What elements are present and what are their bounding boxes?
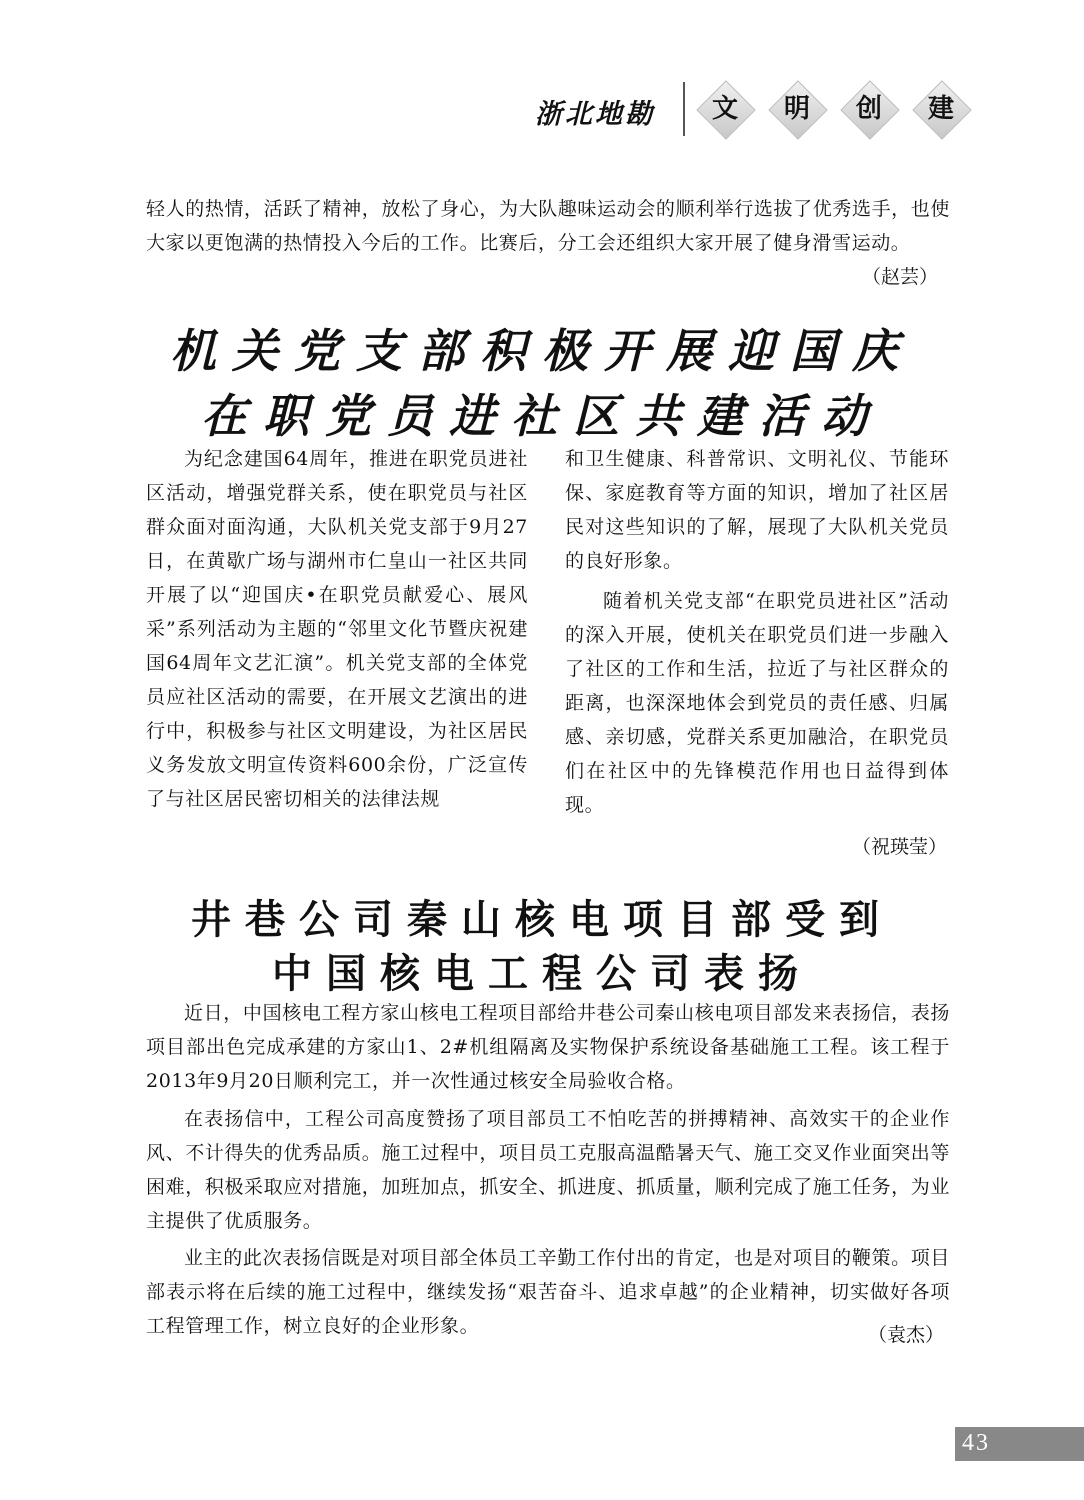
article2-paragraph-2: 在表扬信中，工程公司高度赞扬了项目部员工不怕吃苦的拼搏精神、高效实干的企业作风、不计得失的优秀品质。施工过程中，项目员工克服高温酷暑天气、施工交叉作业面突出等困难，积极采取应对措施，加班加点，抓安全、抓进度、抓质量，顺利完成了施工任务，为业主提供了优质服务。 [146, 1108, 950, 1232]
intro-author: （赵芸） [862, 266, 939, 288]
section-char-3: 创 [842, 82, 896, 136]
article1-left-paragraph: 为纪念建国64周年，推进在职党员进社区活动，增强党群关系，使在职党员与社区群众面对面沟通，大队机关党支部于9月27日，在黄歇广场与湖州市仁皇山一社区共同开展了以“迎国庆•在职党员献爱心、展风采”系列活动为主题的“邻里文化节暨庆祝建国64周年文艺汇演”。机关党支部的全体党员应社区活动的需要，在开展文艺演出的进行中，积极参与社区文明建设，为社区居民义务发放文明宣传资料600余份，广泛宣传了与社区居民密切相关的法律法规 [146, 448, 528, 810]
article2-title-line1: 井巷公司秦山核电项目部受到 [191, 896, 893, 943]
section-char-4: 建 [914, 82, 968, 136]
article2-paragraph-1: 近日，中国核电工程方家山核电工程项目部给井巷公司秦山核电项目部发来表扬信，表扬项目部出色完成承建的方家山1、2#机组隔离及实物保护系统设备基础施工工程。该工程于2013年9月20日顺利完工，并一次性通过核安全局验收合格。 [146, 1002, 950, 1092]
article1-right-paragraph-1: 和卫生健康、科普常识、文明礼仪、节能环保、家庭教育等方面的知识，增加了社区居民对这些知识的了解，展现了大队机关党员的良好形象。 [565, 448, 949, 572]
header-divider [683, 82, 685, 136]
article2-paragraph-3: 业主的此次表扬信既是对项目部全体员工辛勤工作付出的肯定，也是对项目的鞭策。项目部表示将在后续的施工过程中，继续发扬“艰苦奋斗、追求卓越”的企业精神，切实做好各项工程管理工作，树立良好的企业形象。 [146, 1247, 950, 1337]
page-number: 43 [962, 1430, 990, 1456]
article1-author: （祝瑛莹） [852, 836, 948, 858]
article1-right-paragraph-2: 随着机关党支部“在职党员进社区”活动的深入开展，使机关在职党员们进一步融入了社区的工作和生活，拉近了与社区群众的距离，也深深地体会到党员的责任感、归属感、亲切感，党群关系更加融洽，在职党员们在社区中的先锋模范作用也日益得到体现。 [565, 590, 949, 816]
article2-author: （袁杰） [868, 1324, 945, 1346]
intro-paragraph: 轻人的热情，活跃了精神，放松了身心，为大队趣味运动会的顺利举行选拔了优秀选手，也使大家以更饱满的热情投入今后的工作。比赛后，分工会还组织大家开展了健身滑雪运动。 [146, 198, 950, 254]
section-char-1: 文 [698, 82, 752, 136]
section-title [698, 82, 968, 142]
section-char-2: 明 [770, 82, 824, 136]
article1-title-line1: 机关党支部积极开展迎国庆 [170, 324, 914, 378]
article2-title-line2: 中国核电工程公司表扬 [272, 950, 812, 997]
article1-title-line2: 在职党员进社区共建活动 [201, 389, 883, 443]
section-logo-text: 浙北地勘 [535, 99, 655, 130]
